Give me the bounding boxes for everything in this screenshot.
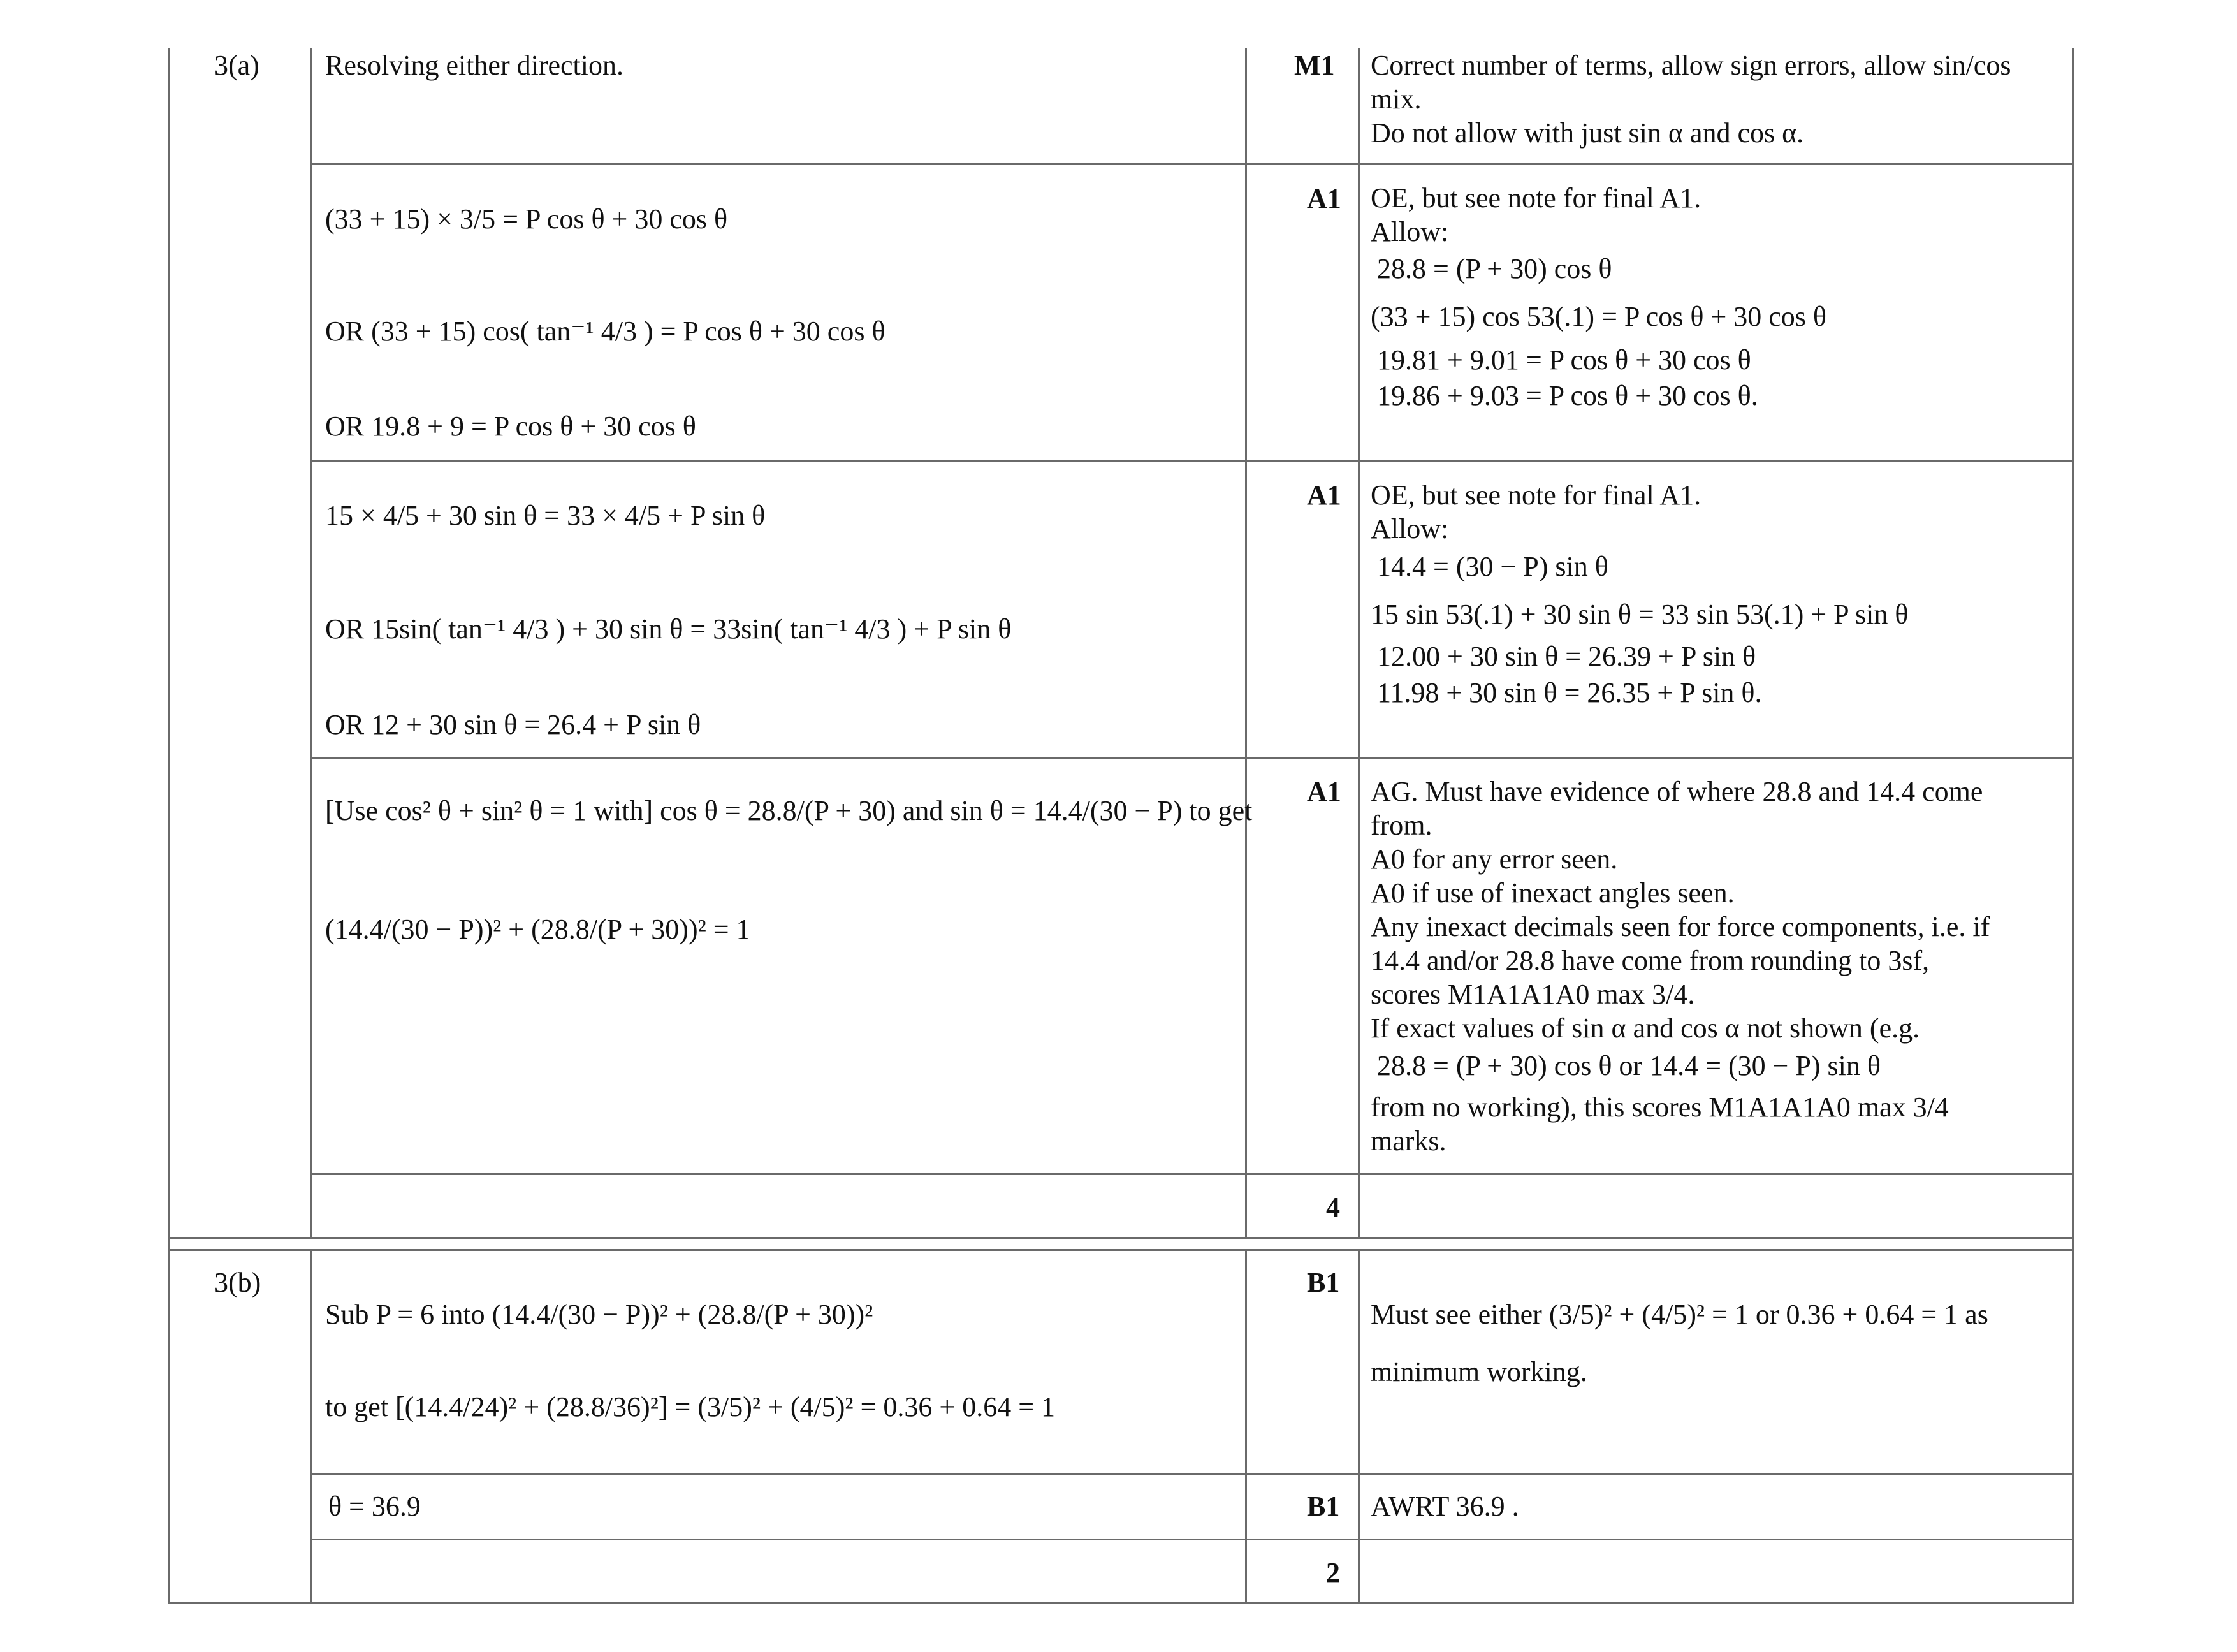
total-marks: 4 [1326,1192,1340,1223]
guidance-line: 14.4 = (30 − P) sin θ [1377,551,1608,582]
answer-line: (33 + 15) × 3/5 = P cos θ + 30 cos θ [325,203,728,235]
table-border-left [168,48,170,1604]
row-divider [310,1173,2074,1175]
answer-line: OR 15sin( tan⁻¹ 4/3 ) + 30 sin θ = 33sin( tan⁻¹ 4/3 ) + P sin θ [325,613,1012,645]
mark-code: B1 [1307,1267,1340,1298]
guidance-line: minimum working. [1371,1356,1587,1387]
mark-code: A1 [1307,479,1341,511]
guidance-line: 28.8 = (P + 30) cos θ [1377,253,1612,284]
guidance-line: A0 if use of inexact angles seen. [1371,877,1735,909]
guidance-line: scores M1A1A1A0 max 3/4. [1371,979,1695,1010]
row-divider [310,757,2074,759]
answer-line: Sub P = 6 into (14.4/(30 − P))² + (28.8/(P + 30))² [325,1299,873,1330]
answer-line: (14.4/(30 − P))² + (28.8/(P + 30))² = 1 [325,914,750,945]
guidance-line: If exact values of sin α and cos α not shown (e.g. [1371,1012,1920,1044]
guidance-line: Must see either (3/5)² + (4/5)² = 1 or 0.36 + 0.64 = 1 as [1371,1299,1988,1330]
answer-line: Resolving either direction. [325,50,623,81]
guidance-line: 28.8 = (P + 30) cos θ or 14.4 = (30 − P) sin θ [1377,1050,1881,1081]
guidance-line: mix. [1371,84,1422,115]
row-divider [310,163,2074,165]
answer-line: θ = 36.9 [328,1491,421,1522]
table-border-bottom [168,1602,2074,1604]
guidance-line: Correct number of terms, allow sign errors, allow sin/cos [1371,50,2011,81]
row-divider [310,1539,2074,1540]
question-label: 3(b) [214,1267,261,1298]
mark-code: M1 [1294,50,1335,81]
column-divider-mark [1245,48,1247,1237]
guidance-line: from. [1371,810,1432,841]
guidance-line: 19.81 + 9.01 = P cos θ + 30 cos θ [1377,344,1751,376]
column-divider-answer-b [310,1251,312,1604]
guidance-line: Allow: [1371,513,1449,545]
table-border-right [2072,48,2074,1604]
row-divider [310,1473,2074,1475]
guidance-line: (33 + 15) cos 53(.1) = P cos θ + 30 cos θ [1371,301,1826,332]
answer-line: OR 19.8 + 9 = P cos θ + 30 cos θ [325,411,696,442]
answer-line: [Use cos² θ + sin² θ = 1 with] cos θ = 28.8/(P + 30) and sin θ = 14.4/(30 − P) to get [325,795,1253,826]
row-divider [310,460,2074,462]
guidance-line: Allow: [1371,216,1449,247]
mark-code: A1 [1307,183,1341,214]
column-divider-answer [310,48,312,1237]
guidance-line: OE, but see note for final A1. [1371,479,1701,511]
guidance-line: 19.86 + 9.03 = P cos θ + 30 cos θ. [1377,380,1758,411]
guidance-line: A0 for any error seen. [1371,844,1618,875]
column-divider-guidance-b [1358,1251,1360,1604]
total-marks: 2 [1326,1557,1340,1588]
column-divider-guidance [1358,48,1360,1237]
answer-line: 15 × 4/5 + 30 sin θ = 33 × 4/5 + P sin θ [325,500,766,531]
column-divider-mark-b [1245,1251,1247,1604]
guidance-line: 11.98 + 30 sin θ = 26.35 + P sin θ. [1377,677,1762,708]
guidance-line: Any inexact decimals seen for force components, i.e. if [1371,911,1990,942]
guidance-line: AWRT 36.9 . [1371,1491,1519,1522]
guidance-line: Do not allow with just sin α and cos α. [1371,117,1804,149]
question-label: 3(a) [214,50,259,81]
guidance-line: 15 sin 53(.1) + 30 sin θ = 33 sin 53(.1) + P sin θ [1371,599,1909,630]
mark-code: B1 [1307,1491,1340,1522]
section-separator-bottom [168,1249,2074,1251]
guidance-line: 14.4 and/or 28.8 have come from rounding to 3sf, [1371,945,1930,976]
guidance-line: marks. [1371,1125,1446,1157]
section-separator-top [168,1237,2074,1239]
guidance-line: AG. Must have evidence of where 28.8 and 14.4 come [1371,776,1983,807]
guidance-line: 12.00 + 30 sin θ = 26.39 + P sin θ [1377,641,1756,672]
answer-line: OR 12 + 30 sin θ = 26.4 + P sin θ [325,709,701,740]
answer-line: to get [(14.4/24)² + (28.8/36)²] = (3/5)² + (4/5)² = 0.36 + 0.64 = 1 [325,1391,1056,1422]
guidance-line: from no working), this scores M1A1A1A0 max 3/4 [1371,1092,1949,1123]
answer-line: OR (33 + 15) cos( tan⁻¹ 4/3 ) = P cos θ + 30 cos θ [325,316,885,347]
mark-code: A1 [1307,776,1341,807]
guidance-line: OE, but see note for final A1. [1371,182,1701,214]
